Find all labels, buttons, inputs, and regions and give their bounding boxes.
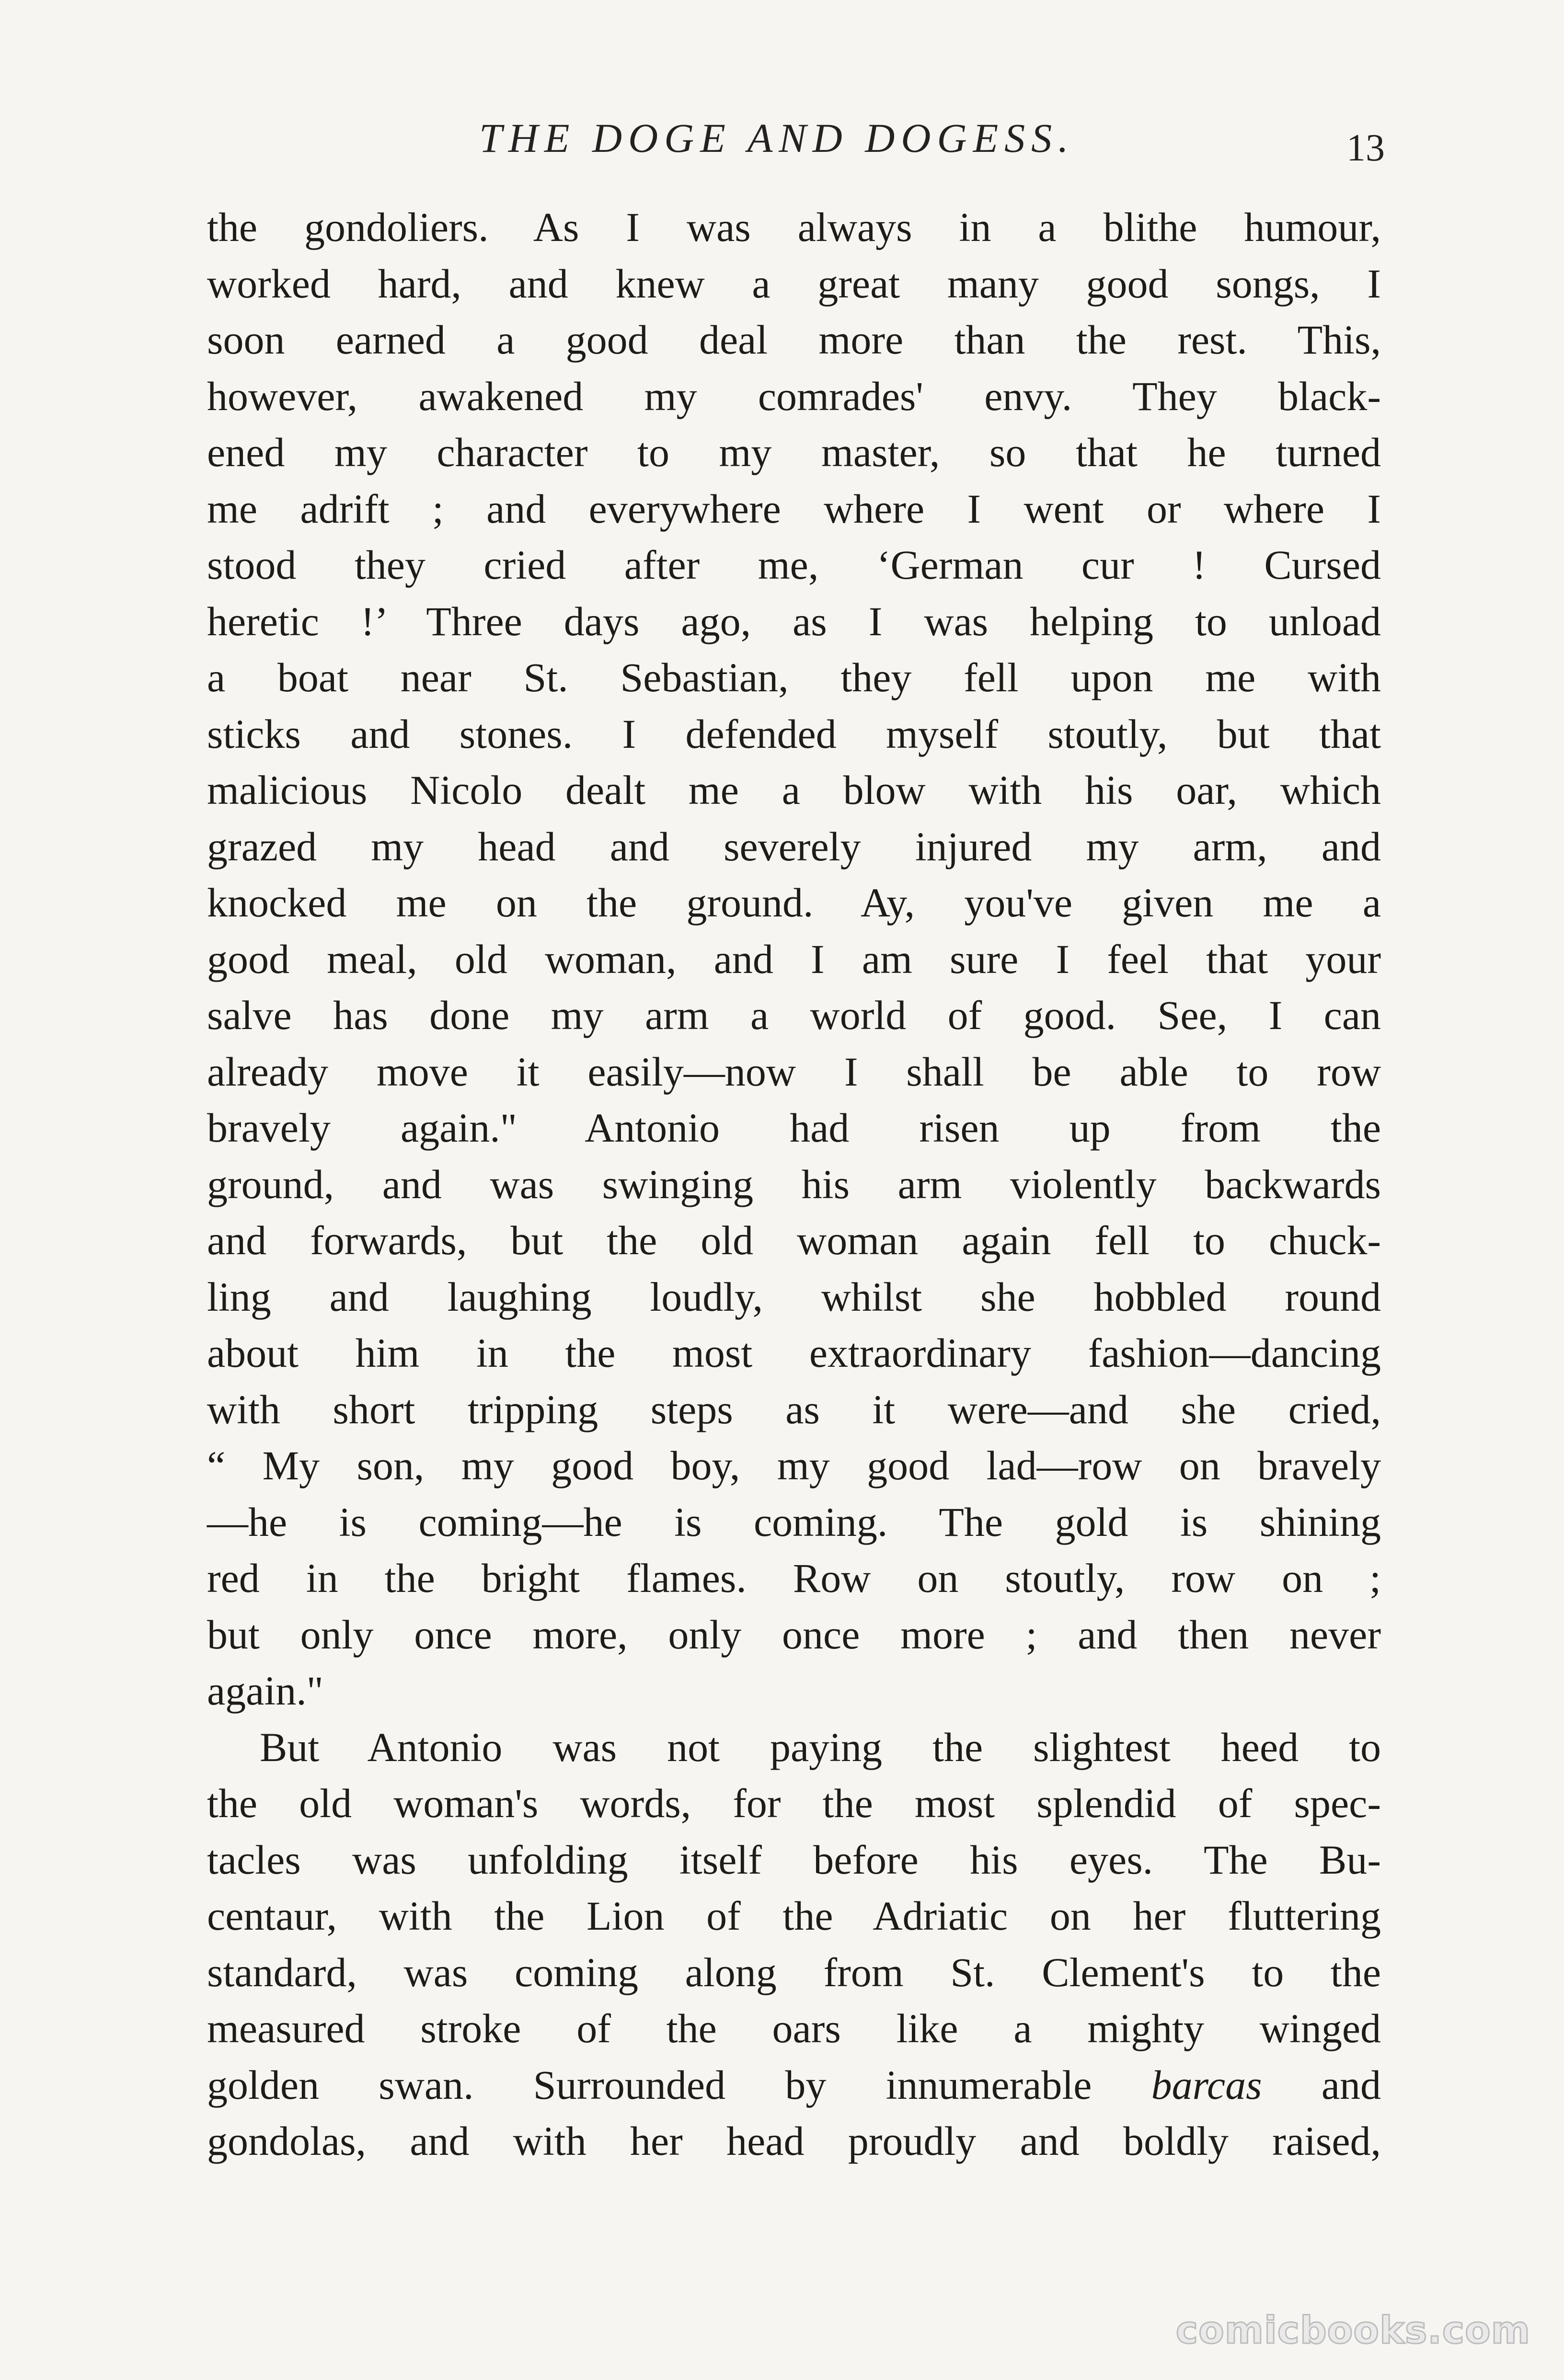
text-line: soon earned a good deal more than the rest. This, [207, 317, 1381, 363]
text-line: about him in the most extraordinary fashion—dancing [207, 1330, 1381, 1376]
text-line: grazed my head and severely injured my arm, and [207, 823, 1381, 870]
text-line: the gondoliers. As I was always in a blithe humour, [207, 204, 1381, 250]
text-line: bravely again." Antonio had risen up from the [207, 1105, 1381, 1151]
text-line: me adrift ; and everywhere where I went or where I [207, 485, 1381, 532]
text-line: and forwards, but the old woman again fell to chuck- [207, 1217, 1381, 1263]
text-line: however, awakened my comrades' envy. They black- [207, 373, 1381, 419]
text-line: ling and laughing loudly, whilst she hobbled round [207, 1273, 1381, 1320]
page-number: 13 [1346, 127, 1385, 169]
text-line: salve has done my arm a world of good. See, I can [207, 992, 1381, 1038]
body-text [207, 199, 1381, 2170]
text-line: “ My son, my good boy, my good lad—row on bravely [207, 1442, 1381, 1488]
page-header [0, 114, 1564, 172]
text-line: —he is coming—he is coming. The gold is shining [207, 1499, 1381, 1545]
text-line: a boat near St. Sebastian, they fell upon me with [207, 654, 1381, 700]
text-line: the old woman's words, for the most splendid of spec- [207, 1780, 1381, 1826]
text-line: red in the bright flames. Row on stoutly, row on ; [207, 1555, 1381, 1601]
watermark: comicbooks.com [1175, 2309, 1530, 2352]
italic-word: barcas [1151, 2061, 1262, 2108]
text-line: standard, was coming along from St. Clement's to the [207, 1949, 1381, 1995]
text-line: heretic !’ Three days ago, as I was helping to unload [207, 598, 1381, 644]
text-line: measured stroke of the oars like a mighty winged [207, 2005, 1381, 2051]
text-line: malicious Nicolo dealt me a blow with his oar, which [207, 767, 1381, 813]
text-line: gondolas, and with her head proudly and boldly raised, [207, 2118, 1381, 2164]
text-line: good meal, old woman, and I am sure I feel that your [207, 936, 1381, 982]
text-line: centaur, with the Lion of the Adriatic on her fluttering [207, 1893, 1381, 1939]
text-line: worked hard, and knew a great many good songs, I [207, 260, 1381, 307]
text-line: knocked me on the ground. Ay, you've given me a [207, 880, 1381, 926]
text-line: stood they cried after me, ‘German cur ! Cursed [207, 542, 1381, 588]
text-line: tacles was unfolding itself before his eyes. The Bu- [207, 1836, 1381, 1883]
text-line: but only once more, only once more ; and then never [207, 1611, 1381, 1658]
text-line: ground, and was swinging his arm violently backwards [207, 1161, 1381, 1207]
text-line: golden swan. Surrounded by innumerable barcas and [207, 2061, 1381, 2108]
text-line: with short tripping steps as it were—and she cried, [207, 1386, 1381, 1432]
text-line: already move it easily—now I shall be able to row [207, 1048, 1381, 1095]
paragraph-end-line: again." [207, 1668, 323, 1714]
paragraph-start-line: But Antonio was not paying the slightest heed to [260, 1724, 1381, 1770]
text-line: ened my character to my master, so that he turned [207, 429, 1381, 475]
text-line: sticks and stones. I defended myself stoutly, but that [207, 710, 1381, 757]
running-title: THE DOGE AND DOGESS. [479, 115, 1075, 161]
